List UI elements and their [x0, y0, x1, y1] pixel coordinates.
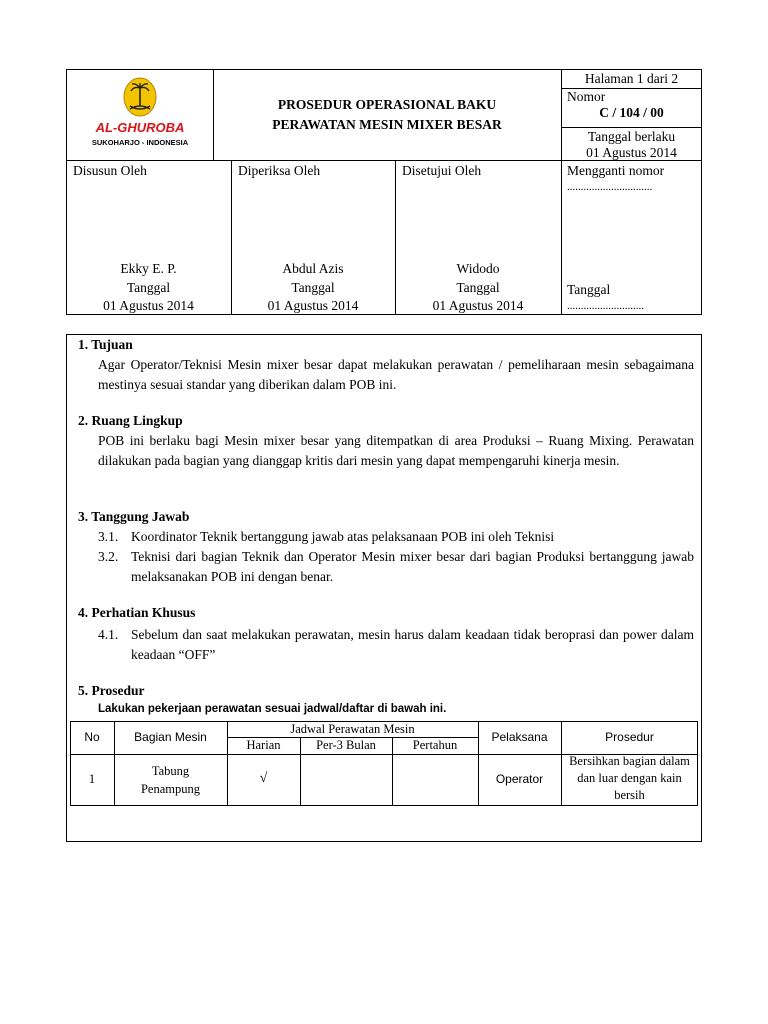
tanggal-berlaku-value: 01 Agustus 2014 [586, 145, 677, 160]
section-1-title: 1. Tujuan [78, 337, 133, 352]
mengganti-label: Mengganti nomor [567, 163, 665, 178]
section-1-text: Agar Operator/Teknisi Mesin mixer besar dapat melakukan perawatan / pemeliharaan mesin sebagaimana mestinya sesuai standar yang diberikan dalam POB ini. [98, 357, 694, 392]
row1-prosedur: Bersihkan bagian dalam dan luar dengan kain bersih [569, 754, 690, 802]
section-4-title: 4. Perhatian Khusus [78, 605, 196, 620]
section-2-text: POB ini berlaku bagi Mesin mixer besar yang ditempatkan di area Produksi – Ruang Mixing. Perawatan dilakukan pada bagian yang dianggap kritis dari mesin yang dapat mempengaruhi kinerja mesin. [98, 433, 694, 468]
row1-bagian: Tabung Penampung [140, 764, 201, 796]
diperiksa-tanggal-label: Tanggal [291, 280, 335, 295]
col-header-prosedur: Prosedur [605, 730, 654, 744]
disetujui-label: Disetujui Oleh [402, 163, 482, 178]
col-header-jadwal: Jadwal Perawatan Mesin [290, 722, 415, 736]
section-3-title: 3. Tanggung Jawab [78, 509, 190, 524]
section-3-1-text: Koordinator Teknik bertanggung jawab atas pelaksanaan POB ini oleh Teknisi [131, 529, 555, 544]
nomor-label: Nomor [567, 89, 606, 104]
disetujui-name: Widodo [456, 261, 500, 276]
section-2-title: 2. Ruang Lingkup [78, 413, 183, 428]
row1-no: 1 [88, 772, 96, 786]
section-4-1-number: 4.1. [98, 627, 119, 642]
mengganti-tanggal-label: Tanggal [567, 282, 611, 297]
section-3-2-number: 3.2. [98, 549, 119, 564]
col-header-pelaksana: Pelaksana [491, 730, 548, 744]
col-header-harian: Harian [246, 738, 281, 752]
logo-location-text: SUKOHARJO - INDONESIA [91, 138, 189, 147]
mengganti-tanggal-dots: ............................ [567, 300, 644, 312]
col-header-pertahun: Pertahun [412, 738, 458, 752]
divider [561, 127, 702, 128]
section-4-1-text: Sebelum dan saat melakukan perawatan, mesin harus dalam keadaan tidak beroprasi dan power dalam keadaan “OFF” [131, 627, 694, 662]
diperiksa-name: Abdul Azis [282, 261, 344, 276]
palm-swords-emblem-icon [122, 76, 158, 118]
section-3-2-text: Teknisi dari bagian Teknik dan Operator Mesin mixer besar dari bagian Produksi bertanggung jawab melaksanakan POB ini dengan benar. [131, 549, 694, 584]
page-number: Halaman 1 dari 2 [584, 71, 679, 86]
document-title-line1: PROSEDUR OPERASIONAL BAKU [277, 97, 497, 112]
section-5-intro: Lakukan pekerjaan perawatan sesuai jadwal/daftar di bawah ini. [98, 703, 447, 715]
diperiksa-tanggal: 01 Agustus 2014 [267, 298, 359, 313]
disusun-tanggal-label: Tanggal [126, 280, 171, 295]
row1-harian: √ [259, 771, 268, 786]
disusun-name: Ekky E. P. [120, 261, 177, 276]
document-title-line2: PERAWATAN MESIN MIXER BESAR [272, 117, 502, 132]
col-header-no: No [84, 730, 100, 744]
nomor-value: C / 104 / 00 [599, 105, 664, 120]
company-logo [80, 76, 200, 156]
col-header-per3: Per-3 Bulan [316, 738, 376, 752]
section-3-1-number: 3.1. [98, 529, 119, 544]
disetujui-tanggal-label: Tanggal [456, 280, 500, 295]
mengganti-dots: ............................... [567, 181, 653, 193]
row1-pelaksana: Operator [495, 772, 544, 786]
diperiksa-label: Diperiksa Oleh [238, 163, 321, 178]
tanggal-berlaku-label: Tanggal berlaku [587, 129, 676, 144]
col-header-bagian: Bagian Mesin [134, 730, 207, 744]
section-5-title: 5. Prosedur [78, 683, 145, 698]
logo-brand-text: AL-GHUROBA [95, 120, 185, 135]
disusun-tanggal: 01 Agustus 2014 [103, 298, 194, 313]
divider [213, 69, 214, 161]
disusun-label: Disusun Oleh [73, 163, 147, 178]
disetujui-tanggal: 01 Agustus 2014 [432, 298, 524, 313]
